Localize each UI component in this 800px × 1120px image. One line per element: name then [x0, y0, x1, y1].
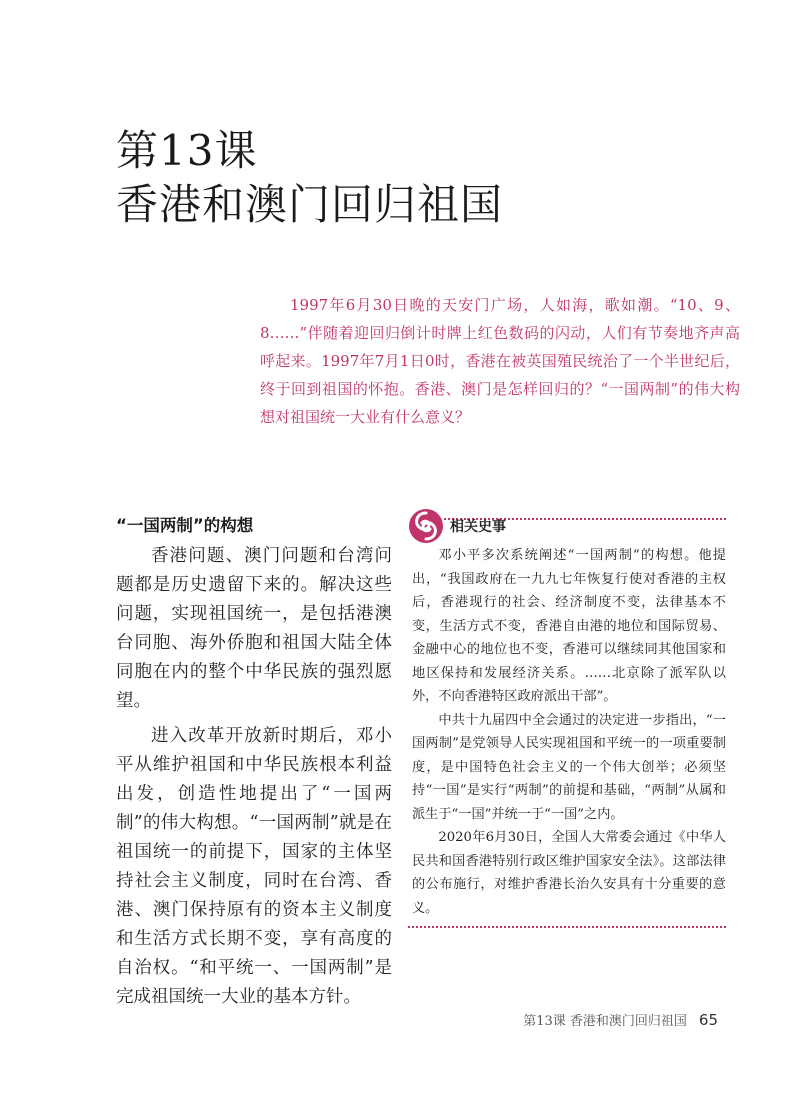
box-header: [408, 508, 726, 544]
page-footer: [523, 1010, 718, 1029]
related-history-box: [408, 518, 726, 928]
box-body: [408, 544, 726, 920]
intro-paragraph: 1997年6月30日晚的天安门广场，人如海，歌如潮。“10、9、8……”伴随着迎回归倒计时牌上红色数码的闪动，人们有节奏地齐声高呼起来。1997年7月1日0时，香港在被英国殖民统治了一个半世纪后，终于回到祖国的怀抱。香港、澳门是怎样回归的？“一国两制”的伟大构想对祖国统一大业有什么意义？: [260, 296, 740, 426]
body-paragraph: 进入改革开放新时期后，邓小平从维护祖国和中华民族根本利益出发，创造性地提出了“一国两制”的伟大构想。“一国两制”就是在祖国统一的前提下，国家的主体坚持社会主义制度，同时在台湾、香港、澳门保持原有的资本主义制度和生活方式长期不变，享有高度的自治权。“和平统一、一国两制”是完成祖国统一大业的基本方针。: [116, 726, 392, 1007]
lesson-number: 第13课: [116, 126, 258, 176]
lesson-title: [116, 126, 503, 230]
box-title: 相关史事: [450, 519, 506, 535]
main-section: [116, 512, 392, 1012]
box-paragraph: 中共十九届四中全会通过的决定进一步指出，“一国两制”是党领导人民实现祖国和平统一的一项重要制度，是中国特色社会主义的一个伟大创举；必须坚持“一国”是实行“两制”的前提和基础，“两制”从属和派生于“一国”并统一于“一国”之内。: [412, 712, 726, 822]
box-paragraph: 2020年6月30日，全国人大常委会通过《中华人民共和国香港特别行政区维护国家安全法》。这部法律的公布施行，对维护香港长治久安具有十分重要的意义。: [412, 830, 726, 916]
running-title: 第13课 香港和澳门回归祖国: [523, 1014, 687, 1029]
page-number: 65: [698, 1011, 718, 1029]
section-heading: “一国两制”的构想: [116, 516, 254, 535]
body-paragraph: 香港问题、澳门问题和台湾问题都是历史遗留下来的。解决这些问题，实现祖国统一，是包括港澳台同胞、海外侨胞和祖国大陆全体同胞在内的整个中华民族的强烈愿望。: [116, 546, 392, 711]
lesson-name: 香港和澳门回归祖国: [116, 180, 504, 230]
history-swirl-icon: [408, 508, 444, 544]
box-bottom-divider: [408, 926, 726, 928]
box-paragraph: 邓小平多次系统阐述“一国两制”的构想。他提出，“我国政府在一九九七年恢复行使对香港的主权后，香港现行的社会、经济制度不变，法律基本不变，生活方式不变，香港自由港的地位和国际贸易、金融中心的地位也不变，香港可以继续同其他国家和地区保持和发展经济关系。……北京除了派军队以外，不向香港特区政府派出干部”。: [412, 548, 726, 704]
